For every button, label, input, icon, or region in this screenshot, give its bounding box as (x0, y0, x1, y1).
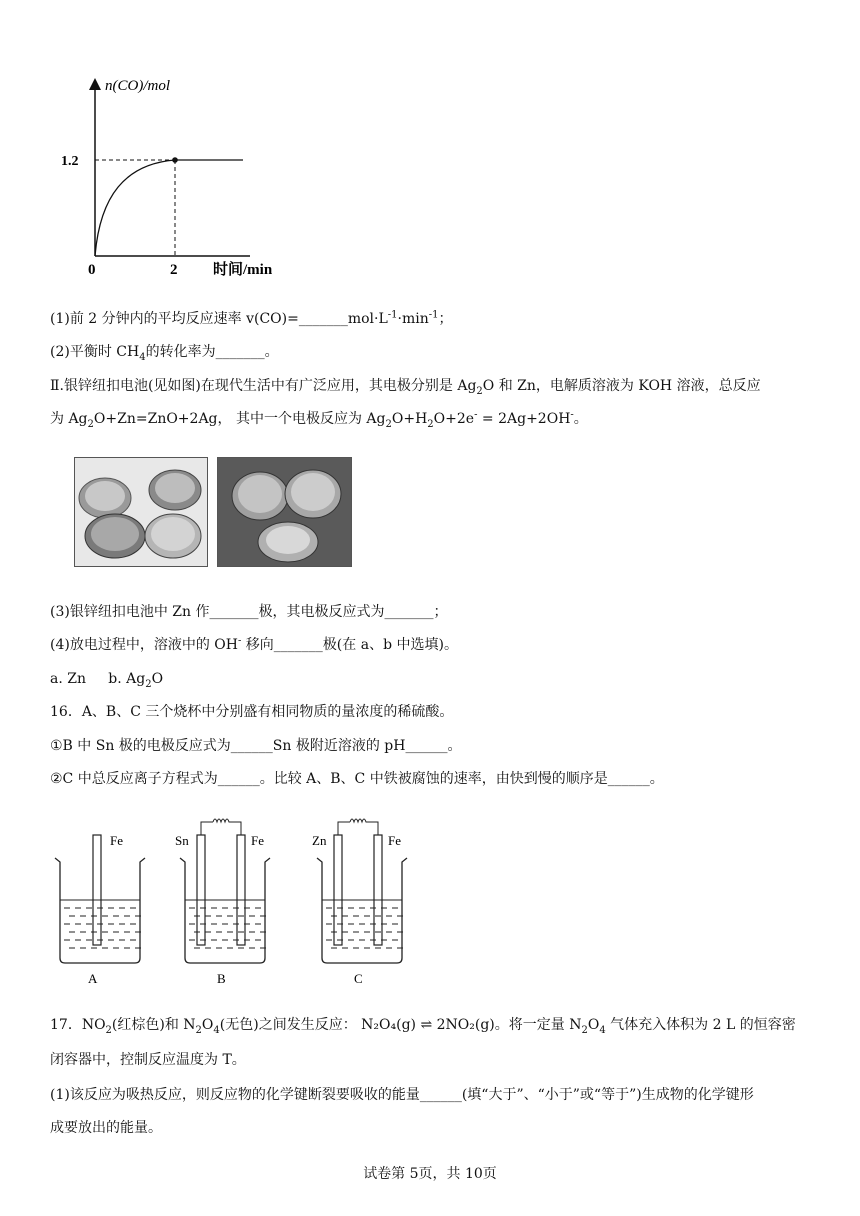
question-17-line-2: 闭容器中，控制反应温度为 T。 (50, 1052, 246, 1068)
y-tick-label: 1.2 (61, 154, 79, 169)
part-ii-line-2: 为 $Ag_2O+Zn=ZnO+2Ag$， 其中一个电极反应为 $Ag_2O+H_2O+2e^- = 2Ag+2OH^-$。 (50, 409, 588, 430)
question-3: (3)银锌纽扣电池中 Zn 作_______极，其电极反应式为_______； (50, 604, 448, 620)
question-17-part-1-cont: 成要放出的能量。 (50, 1120, 162, 1136)
beaker-b (175, 819, 270, 986)
x-axis-label: 时间/min (213, 262, 273, 278)
co-curve (95, 160, 243, 256)
question-17-part-1: (1)该反应为吸热反应，则反应物的化学键断裂要吸收的能量______(填“大于”、“小于”或“等于”)生成物的化学键形 (50, 1087, 754, 1103)
question-16: 16．A、B、C 三个烧杯中分别盛有相同物质的量浓度的稀硫酸。 (50, 704, 454, 720)
beaker-label-c: C (354, 971, 363, 986)
question-4-options: a. Zn b. $Ag_2O$ (50, 671, 164, 690)
button-battery-photo-2 (217, 457, 352, 567)
electrode-label-sn: Sn (175, 833, 189, 848)
part-ii-line-1: Ⅱ.银锌纽扣电池(见如图)在现代生活中有广泛应用，其电极分别是 $Ag_2O$ 和 Zn，电解质溶液为 KOH 溶液，总反应 (50, 378, 761, 397)
beakers-diagram (50, 800, 430, 990)
equilibrium-point (172, 157, 178, 163)
question-16-part-2: ②C 中总反应离子方程式为______。比较 A、B、C 中铁被腐蚀的速率，由快到慢的顺序是______。 (50, 771, 664, 787)
beaker-a (55, 833, 145, 986)
question-4: (4)放电过程中，溶液中的 OH- 移向_______极(在 a、b 中选填)。 (50, 635, 458, 653)
electrode-label-zn: Zn (312, 833, 327, 848)
page-footer: 试卷第 5页，共 10页 (363, 1166, 497, 1182)
x-tick-label: 2 (170, 262, 178, 278)
beaker-c (312, 819, 407, 986)
question-17: 17．$NO_2$(红棕色)和 $N_2O_4$(无色)之间发生反应： N₂O₄(g) ⇌ 2NO₂(g)。将一定量 $N_2O_4$ 气体充入体积为 2 L 的恒容密 (50, 1017, 796, 1036)
electrode-label-fe-b: Fe (251, 833, 264, 848)
electrode-label-fe-a: Fe (110, 833, 123, 848)
electrode-label-fe-c: Fe (388, 833, 401, 848)
origin-label: 0 (88, 262, 96, 278)
beaker-label-b: B (217, 971, 226, 986)
y-axis-label: n(CO)/mol (105, 78, 170, 94)
co-graph (55, 70, 315, 285)
button-battery-photo-1 (74, 457, 208, 567)
question-1: (1)前 2 分钟内的平均反应速率 $v(CO)=\_\_\_\_\_\_\_mol\cdot L^{-1}\cdot\min^{-1}$； (50, 309, 453, 327)
beaker-label-a: A (88, 971, 98, 986)
question-2: (2)平衡时 $CH_4$的转化率为_______。 (50, 344, 279, 363)
question-16-part-1: ①B 中 Sn 极的电极反应式为______Sn 极附近溶液的 pH______。 (50, 738, 462, 754)
reaction-equation: N₂O₄(g) ⇌ 2NO₂(g) (361, 1017, 495, 1033)
